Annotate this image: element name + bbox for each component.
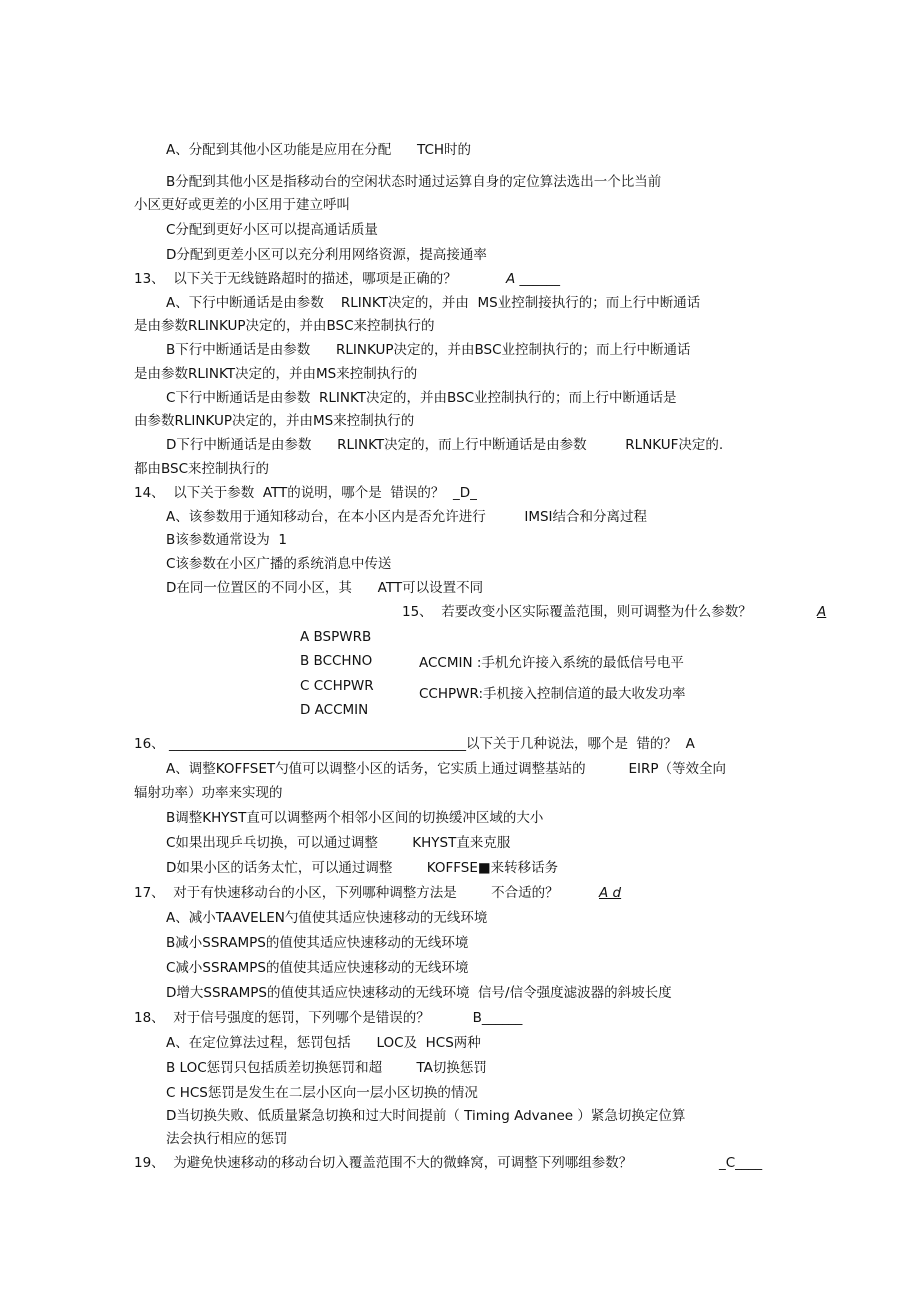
q14-option-a: A、该参数用于通知移动台，在本小区内是否允许进行 IMSI结合和分离过程 <box>166 509 648 525</box>
q18-question: 18、 对于信号强度的惩罚，下列哪个是错误的？ B______ <box>134 1010 523 1026</box>
q18-option-d-line2: 法会执行相应的惩罚 <box>166 1131 288 1147</box>
q14-option-b: B该参数通常设为 1 <box>166 532 287 548</box>
q12-option-d: D分配到更差小区可以充分利用网络资源，提高接通率 <box>166 247 487 263</box>
q18-option-d-line1: D当切换失败、低质量紧急切换和过大时间提前（ Timing Advanee ）紧急切换定位算 <box>166 1108 686 1124</box>
q15-answer: A <box>817 604 827 620</box>
q15-note-cchpwr: CCHPWR:手机接入控制信道的最大收发功率 <box>419 686 686 702</box>
q16-option-d: D如果小区的话务太忙，可以通过调整 KOFFSE■来转移话务 <box>166 860 559 876</box>
q15-note-accmin: ACCMIN :手机允许接入系统的最低信号电平 <box>419 655 684 671</box>
q17-question: 17、 对于有快速移动台的小区，下列哪种调整方法是 不合适的？ <box>134 885 559 901</box>
q17-option-b: B减小SSRAMPS的值使其适应快速移动的无线环境 <box>166 935 469 951</box>
q17-option-d: D增大SSRAMPS的值使其适应快速移动的无线环境 信号/信令强度滤波器的斜坡长度 <box>166 985 672 1001</box>
q16-question: 16、 ____________________________________________以下关于几种说法，哪个是 错的？ A <box>134 736 695 752</box>
q16-option-a-line2: 辐射功率）功率来实现的 <box>134 785 283 801</box>
q12-option-b-line1: B分配到其他小区是指移动台的空闲状态时通过运算自身的定位算法选出一个比当前 <box>166 174 662 190</box>
q13-option-b-line1: B下行中断通话是由参数 RLINKUP决定的，并由BSC业控制执行的；而上行中断通话 <box>166 342 691 358</box>
q12-option-c: C分配到更好小区可以提高通话质量 <box>166 222 378 238</box>
q16-option-a-line1: A、调整KOFFSET勺值可以调整小区的话务，它实质上通过调整基站的 EIRP（等效全向 <box>166 761 727 777</box>
q15-option-c: C CCHPWR <box>300 678 374 694</box>
q14-option-d: D在同一位置区的不同小区，其 ATT可以设置不同 <box>166 580 484 596</box>
q19-answer: _C____ <box>719 1155 763 1171</box>
q12-option-b-line2: 小区更好或更差的小区用于建立呼叫 <box>134 197 350 213</box>
q15-question: 15、 若要改变小区实际覆盖范围，则可调整为什么参数？ <box>402 604 752 620</box>
q18-option-b: B LOC惩罚只包括质差切换惩罚和超 TA切换惩罚 <box>166 1060 487 1076</box>
q13-option-c-line2: 由参数RLINKUP决定的，并由MS来控制执行的 <box>134 413 415 429</box>
q18-option-c: C HCS惩罚是发生在二层小区向一层小区切换的情况 <box>166 1085 478 1101</box>
q13-option-a-line2: 是由参数RLINKUP决定的，并由BSC来控制执行的 <box>134 318 435 334</box>
q17-option-a: A、减小TAAVELEN勺值使其适应快速移动的无线环境 <box>166 910 488 926</box>
q15-option-b: B BCCHNO <box>300 653 373 669</box>
q18-option-a: A、在定位算法过程，惩罚包括 LOC及 HCS两种 <box>166 1035 481 1051</box>
q13-option-c-line1: C下行中断通话是由参数 RLINKT决定的，并由BSC业控制执行的；而上行中断通话是 <box>166 390 677 406</box>
q13-option-a-line1: A、下行中断通话是由参数 RLINKT决定的，并由 MS业控制接执行的；而上行中断通话 <box>166 295 701 311</box>
q13-option-d-line2: 都由BSC来控制执行的 <box>134 461 270 477</box>
q16-option-c: C如果出现乒乓切换，可以通过调整 KHYST直来克服 <box>166 835 511 851</box>
q13-option-b-line2: 是由参数RLINKT决定的，并由MS来控制执行的 <box>134 366 418 382</box>
q19-question: 19、 为避免快速移动的移动台切入覆盖范围不大的微蜂窝，可调整下列哪组参数？ <box>134 1155 633 1171</box>
q16-option-b: B调整KHYST直可以调整两个相邻小区间的切换缓冲区域的大小 <box>166 810 544 826</box>
q17-option-c: C减小SSRAMPS的值使其适应快速移动的无线环境 <box>166 960 469 976</box>
q15-option-a: A BSPWRB <box>300 629 372 645</box>
q15-option-d: D ACCMIN <box>300 702 369 718</box>
q13-answer: A ______ <box>506 271 561 287</box>
q12-option-a: A、分配到其他小区功能是应用在分配 TCH时的 <box>166 142 472 158</box>
q13-option-d-line1: D下行中断通话是由参数 RLINKT决定的，而上行中断通话是由参数 RLNKUF决定的. <box>166 437 724 453</box>
q13-question: 13、 以下关于无线链路超时的描述，哪项是正确的？ <box>134 271 457 287</box>
q14-option-c: C该参数在小区广播的系统消息中传送 <box>166 556 392 572</box>
q14-question: 14、 以下关于参数 ATT的说明，哪个是 错误的？ _D_ <box>134 485 477 501</box>
q17-answer: A d <box>599 885 622 901</box>
